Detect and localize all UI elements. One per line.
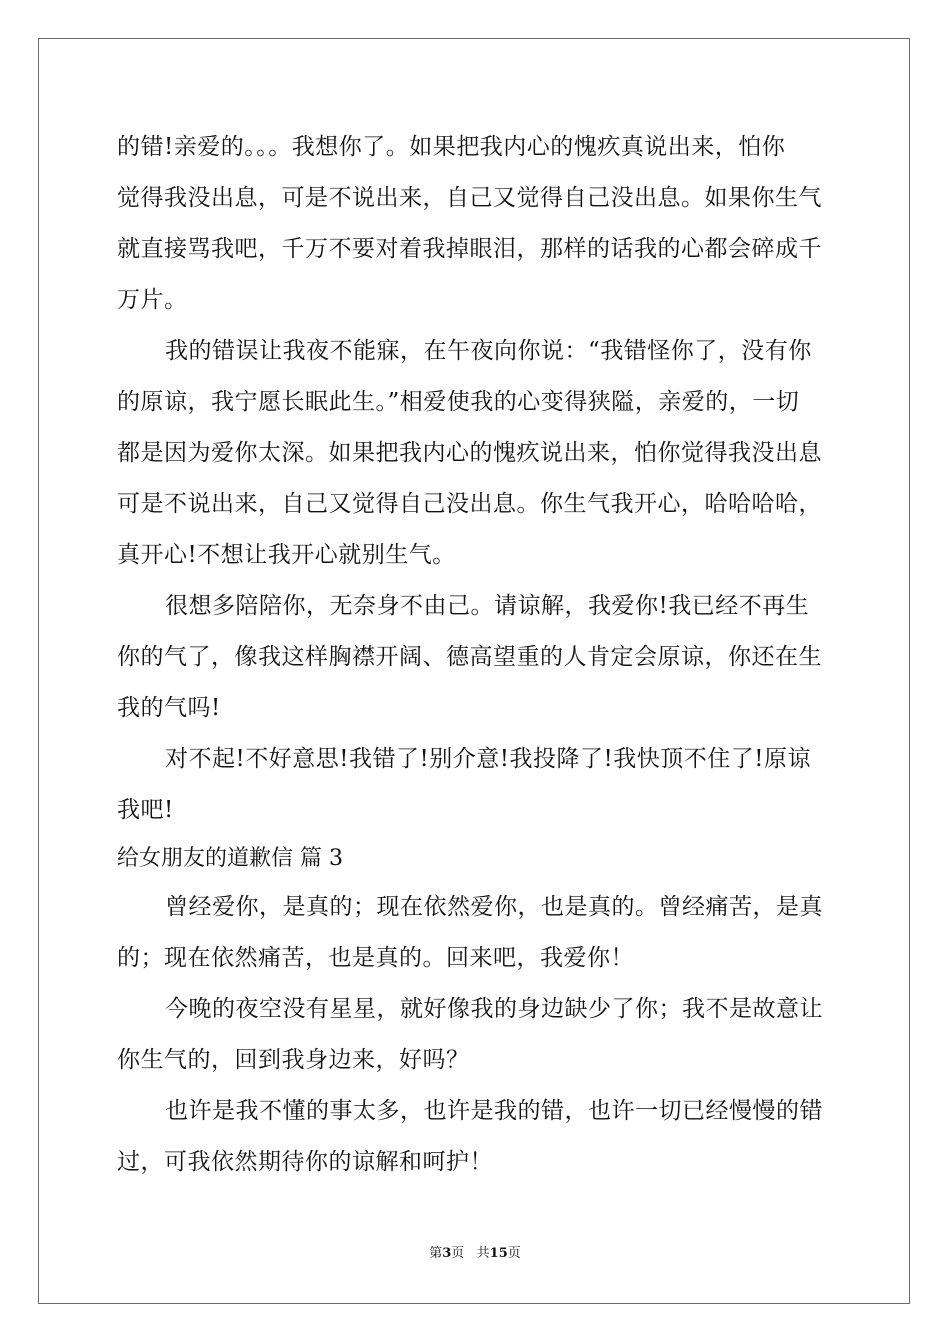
footer-page-number: 3 xyxy=(442,1246,452,1261)
text-line: 真开心!不想让我开心就别生气。 xyxy=(117,542,456,568)
footer-mid: 页 共 xyxy=(451,1246,490,1261)
text-line: 万片。 xyxy=(117,287,188,313)
text-line: 我的气吗! xyxy=(117,695,221,721)
text-line: 的错!亲爱的。。。我想你了。如果把我内心的愧疚真说出来，怕你 xyxy=(117,134,786,160)
text-line: 的原谅，我宁愿长眠此生。”相爱使我的心变得狭隘，亲爱的，一切 xyxy=(117,389,800,415)
text-line: 都是因为爱你太深。如果把我内心的愧疚说出来，怕你觉得我没出息 xyxy=(117,440,822,466)
footer-suffix: 页 xyxy=(507,1246,521,1261)
text-line: 我吧! xyxy=(117,797,174,823)
text-line: 曾经爱你，是真的；现在依然爱你，也是真的。曾经痛苦，是真 xyxy=(165,894,823,920)
text-line: 就直接骂我吧，千万不要对着我掉眼泪，那样的话我的心都会碎成千 xyxy=(117,236,822,262)
text-line: 今晚的夜空没有星星，就好像我的身边缺少了你；我不是故意让 xyxy=(165,996,823,1022)
footer-total-pages: 15 xyxy=(489,1246,508,1261)
text-line: 我的错误让我夜不能寐，在午夜向你说：“我错怪你了，没有你 xyxy=(165,338,812,364)
text-line: 的；现在依然痛苦，也是真的。回来吧，我爱你！ xyxy=(117,945,634,971)
text-line: 过，可我依然期待你的谅解和呵护！ xyxy=(117,1149,493,1175)
text-block-top xyxy=(117,122,837,836)
text-line: 也许是我不懂的事太多，也许是我的错，也许一切已经慢慢的错 xyxy=(165,1098,823,1124)
text-line: 你的气了，像我这样胸襟开阔、德高望重的人肯定会原谅，你还在生 xyxy=(117,644,822,670)
text-line: 可是不说出来，自己又觉得自己没出息。你生气我开心，哈哈哈哈， xyxy=(117,491,822,517)
text-line: 对不起!不好意思!我错了!别介意!我投降了!我快顶不住了!原谅 xyxy=(165,746,811,772)
text-line: 你生气的，回到我身边来，好吗？ xyxy=(117,1047,470,1073)
page-footer xyxy=(0,1245,950,1263)
text-line: 很想多陪陪你，无奈身不由己。请谅解，我爱你!我已经不再生 xyxy=(165,593,810,619)
document-body xyxy=(117,122,837,1188)
section-heading: 给女朋友的道歉信 篇 3 xyxy=(117,846,343,871)
text-line: 觉得我没出息，可是不说出来，自己又觉得自己没出息。如果你生气 xyxy=(117,185,822,211)
text-block-bottom xyxy=(117,882,837,1188)
footer-prefix: 第 xyxy=(429,1246,443,1261)
